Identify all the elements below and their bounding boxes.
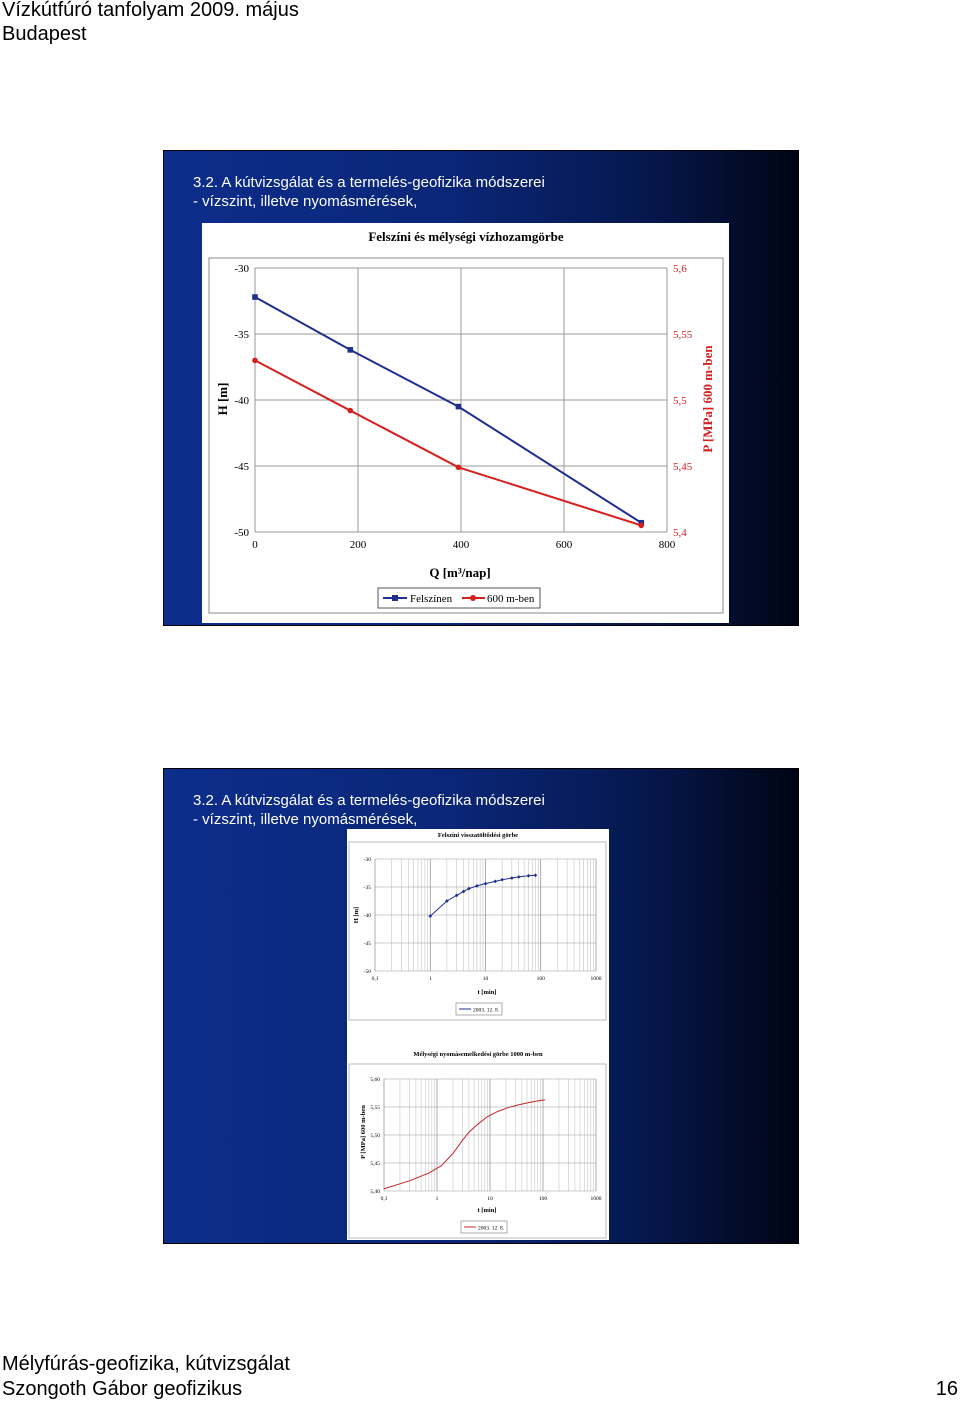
data-point (527, 874, 531, 878)
y-tick-label: 5,50 (370, 1132, 380, 1139)
x-axis-label: t [min] (477, 1207, 497, 1214)
series-line-1 (255, 360, 641, 525)
x-tick-label: 1 (428, 976, 432, 982)
chart-title: Felszíni visszatöltődési görbe (437, 832, 519, 839)
chart-series (384, 1100, 545, 1189)
y-tick-label: -40 (363, 912, 371, 919)
page-number: 16 (935, 1378, 958, 1400)
slide-2-title-line-2: - vízszint, illetve nyomásmérések, (193, 811, 418, 828)
data-point (467, 887, 471, 891)
legend-label: 2003. 12. 8. (478, 1225, 505, 1232)
x-tick-label: 10 (482, 976, 489, 982)
x-tick-label: 1000 (590, 976, 602, 982)
y-tick-label: -45 (363, 940, 371, 947)
y-tick-label: -50 (234, 526, 249, 539)
plot-frame (209, 258, 723, 613)
y-tick-label: 5,60 (370, 1076, 380, 1083)
x-tick-label: 600 (555, 539, 573, 551)
pressure-buildup-svg (347, 1022, 609, 1240)
legend-marker-felszinen (392, 595, 398, 601)
yield-curve-svg (202, 223, 729, 623)
series-line-0 (255, 297, 641, 523)
data-point (500, 878, 504, 882)
chart-title: Felszíni és mélységi vízhozamgörbe (368, 229, 564, 244)
slide-2-title-line-1: 3.2. A kútvizsgálat és a termelés-geofizika módszerei (193, 792, 545, 809)
y-tick-label: 5,40 (370, 1188, 380, 1195)
footer-line-1: Mélyfúrás-geofizika, kútvizsgálat (2, 1353, 290, 1375)
legend-label-felszinen: Felszínen (410, 593, 453, 605)
data-point (638, 523, 644, 529)
header-line-1: Vízkútfúró tanfolyam 2009. május (2, 0, 299, 21)
x-tick-label: 800 (658, 539, 676, 551)
y-tick-label: 5,55 (370, 1104, 380, 1111)
chart-grid (384, 1079, 596, 1191)
y2-tick-label: 5,55 (673, 328, 693, 341)
x-tick-label: 400 (452, 539, 470, 551)
data-point (456, 465, 462, 471)
legend-marker-600m (470, 595, 476, 601)
data-point (534, 873, 538, 877)
legend-label: 2003. 12. 8. (473, 1007, 500, 1014)
y-tick-label: 5,45 (370, 1160, 380, 1167)
chart-series (252, 294, 644, 528)
legend-label-600m: 600 m-ben (487, 593, 535, 605)
data-point (347, 408, 353, 414)
data-point (517, 875, 521, 879)
y2-tick-label: 5,4 (673, 526, 687, 539)
data-point (347, 347, 353, 353)
y-tick-label: -45 (234, 460, 249, 473)
data-point (456, 404, 462, 410)
x-axis-label: Q [m³/nap] (429, 565, 491, 580)
pressure-buildup-chart (347, 1022, 609, 1240)
slide-1-title-line-1: 3.2. A kútvizsgálat és a termelés-geofizika módszerei (193, 174, 545, 191)
data-point (493, 880, 497, 884)
y-tick-label: -50 (363, 968, 371, 975)
x-axis-label: t [min] (477, 989, 497, 996)
x-tick-label: 0,1 (371, 976, 379, 982)
slide-1 (163, 150, 799, 626)
x-tick-label: 100 (538, 1196, 548, 1202)
y2-axis-label: P [MPa] 600 m-ben (700, 345, 715, 453)
header-line-2: Budapest (2, 23, 87, 45)
data-point (252, 358, 258, 364)
y-tick-label: -35 (234, 328, 249, 341)
y-tick-label: -35 (363, 884, 371, 891)
slide-2 (163, 768, 799, 1244)
yield-curve-chart (202, 223, 729, 623)
x-tick-label: 100 (536, 976, 545, 982)
chart-title: Mélységi nyomásemelkedési görbe 1000 m-ben (413, 1051, 543, 1058)
y2-tick-label: 5,6 (673, 262, 687, 275)
y-axis-label: H [m] (353, 906, 360, 924)
x-tick-label: 0 (252, 539, 258, 551)
chart-ticks (364, 857, 602, 982)
footer-line-2: Szongoth Gábor geofizikus (2, 1378, 243, 1400)
y-tick-label: -40 (234, 394, 249, 407)
recovery-curve-svg (347, 829, 609, 1022)
x-tick-label: 10 (487, 1196, 493, 1202)
y-tick-label: -30 (363, 856, 371, 863)
series-line-0 (384, 1100, 545, 1189)
x-tick-label: 1000 (590, 1196, 602, 1202)
data-point (484, 882, 488, 886)
y-axis-label: P [MPa] 600 m-ben (360, 1105, 367, 1159)
x-tick-label: 1 (435, 1196, 439, 1202)
slide-1-title-line-2: - vízszint, illetve nyomásmérések, (193, 193, 418, 210)
y2-tick-label: 5,5 (673, 394, 687, 407)
chart-ticks (370, 1077, 601, 1202)
x-tick-label: 200 (349, 539, 367, 551)
chart-grid (375, 859, 596, 971)
chart-ticks (234, 263, 692, 551)
chart-grid (255, 268, 667, 532)
recovery-curve-chart (347, 829, 609, 1022)
x-tick-label: 0,1 (380, 1196, 388, 1202)
data-point (510, 876, 514, 880)
y-tick-label: -30 (234, 262, 249, 275)
y-axis-label: H [m] (215, 382, 230, 416)
y2-tick-label: 5,45 (673, 460, 693, 473)
data-point (252, 294, 258, 300)
